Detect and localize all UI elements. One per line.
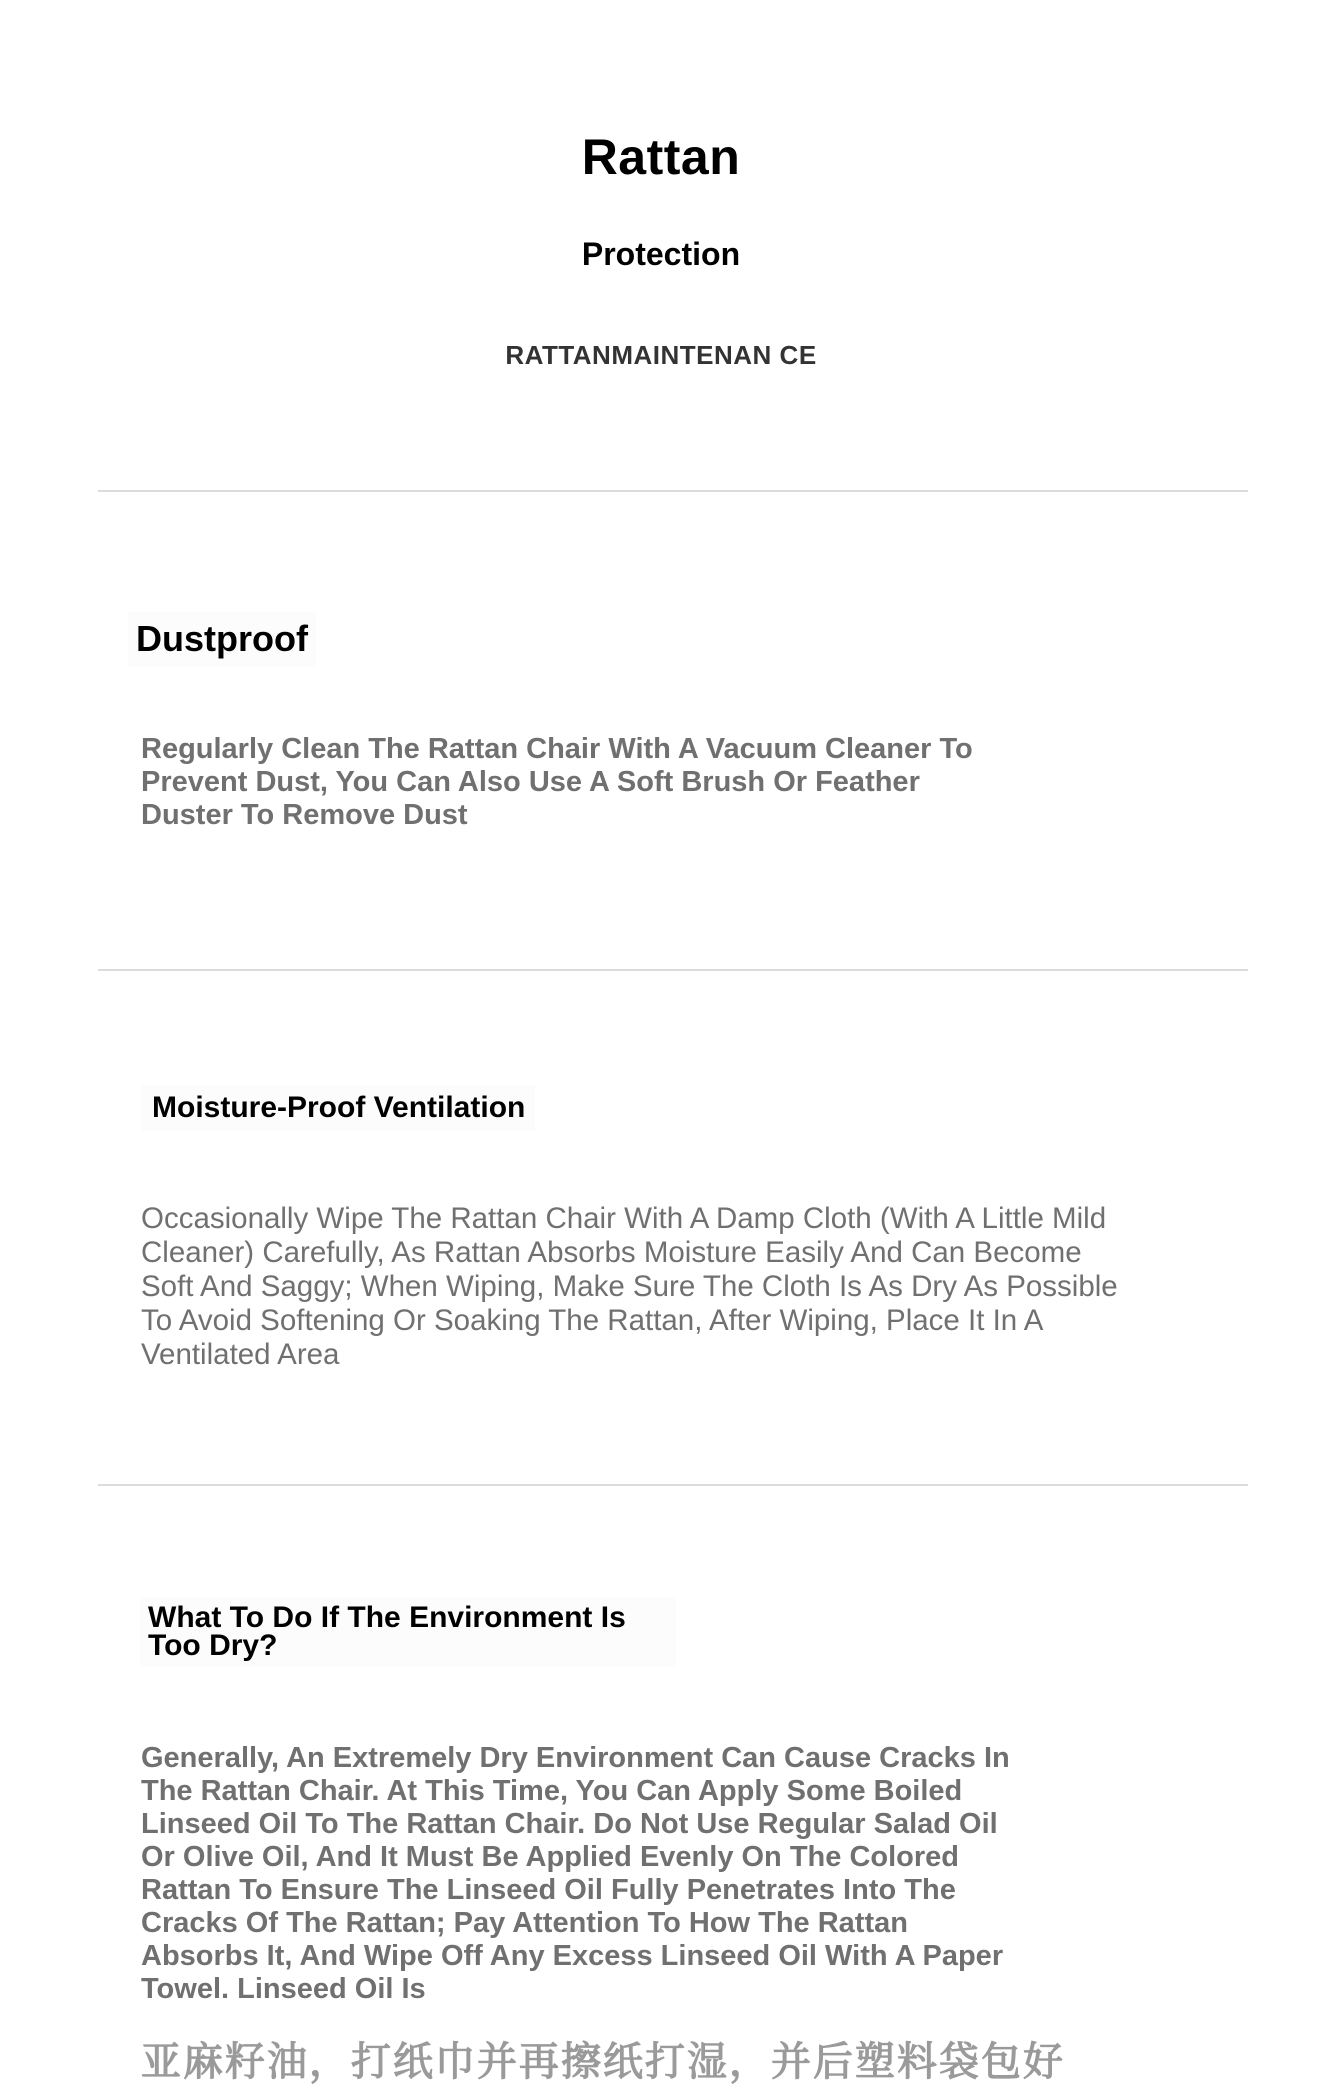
section-divider xyxy=(98,1484,1248,1486)
section-heading-dry: What To Do If The Environment Is Too Dry? xyxy=(140,1598,676,1666)
section-body-moisture: Occasionally Wipe The Rattan Chair With A Damp Cloth (With A Little Mild Cleaner) Carefully, As Rattan Absorbs Moisture Easily And Can Become Soft And Saggy; When Wiping, Make Sure The Cloth Is As Dry As Possible To Avoid Softening Or Soaking The Rattan, After Wiping, Place It In A Ventilated Area xyxy=(141,1202,1118,1371)
page-title: Rattan xyxy=(581,129,741,185)
section-body-dry: Generally, An Extremely Dry Environment Can Cause Cracks In The Rattan Chair. At This Time, You Can Apply Some Boiled Linseed Oil To The Rattan Chair. Do Not Use Regular Salad Oil Or Olive Oil, And It Must Be Applied Evenly On The Colored Rattan To Ensure The Linseed Oil Fully Penetrates Into The Cracks Of The Rattan; Pay Attention To How The Rattan Absorbs It, And Wipe Off Any Excess Linseed Oil With A Paper Towel. Linseed Oil Is xyxy=(141,1742,1010,2005)
section-heading-moisture: Moisture-Proof Ventilation xyxy=(142,1085,535,1131)
section-body-dustproof: Regularly Clean The Rattan Chair With A Vacuum Cleaner To Prevent Dust, You Can Also Use A Soft Brush Or Feather Duster To Remove Dust xyxy=(141,733,973,831)
page-tagline: RATTANMAINTENAN CE xyxy=(505,340,817,370)
section-divider xyxy=(98,969,1248,971)
cutoff-text: 亚麻籽油，打纸巾并再擦纸打湿，并后塑料袋包好 xyxy=(141,2040,1065,2084)
section-divider xyxy=(98,490,1248,492)
page-subtitle: Protection xyxy=(581,236,741,272)
section-heading-dustproof: Dustproof xyxy=(128,612,316,666)
